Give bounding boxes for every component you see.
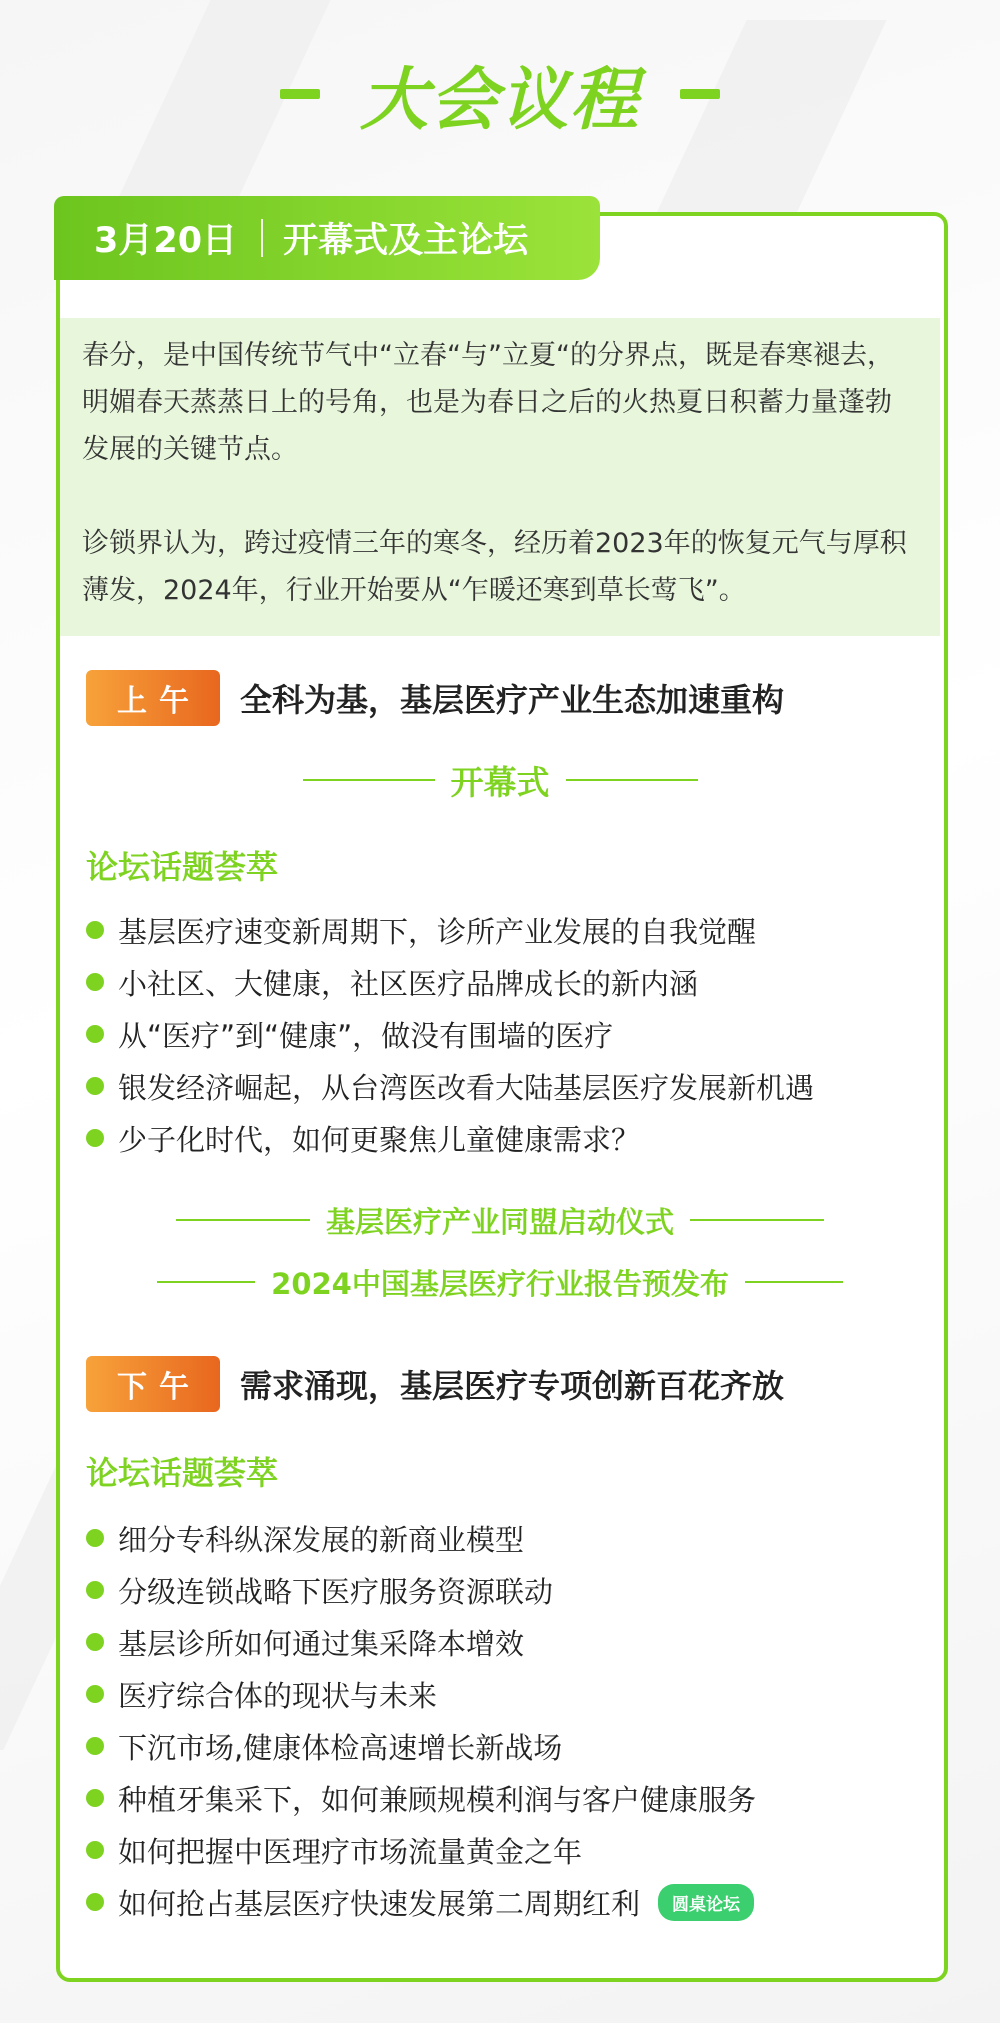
topic-text: 如何抢占基层医疗快速发展第二周期红利: [118, 1886, 641, 1921]
morning-topics-heading: 论坛话题荟萃: [86, 848, 279, 886]
divider-line: [566, 779, 698, 781]
morning-title: 全科为基，基层医疗产业生态加速重构: [240, 681, 785, 719]
divider-line: [745, 1281, 843, 1283]
morning-topic-list: [86, 904, 814, 1164]
bullet-dot: [86, 1633, 104, 1651]
topic-item: [86, 1824, 756, 1876]
topic-text: 银发经济崛起，从台湾医改看大陆基层医疗发展新机遇: [118, 1070, 815, 1105]
bullet-dot: [86, 1129, 104, 1147]
topic-item: [86, 1876, 756, 1928]
bullet-dot: [86, 921, 104, 939]
day-date: 3月20日: [94, 221, 238, 261]
topic-text: 少子化时代，如何更聚焦儿童健康需求？: [118, 1122, 641, 1157]
bullet-dot: [86, 1893, 104, 1911]
topic-text: 基层诊所如何通过集采降本增效: [118, 1626, 525, 1661]
roundtable-tag: 圆桌论坛: [658, 1884, 754, 1921]
topic-text: 下沉市场,健康体检高速增长新战场: [118, 1730, 563, 1765]
topic-text: 种植牙集采下，如何兼顾规模利润与客户健康服务: [118, 1782, 757, 1817]
divider-line: [303, 779, 435, 781]
topic-text: 基层医疗速变新周期下，诊所产业发展的自我觉醒: [118, 914, 757, 949]
opening-ceremony-label: 开幕式: [450, 762, 550, 802]
bullet-dot: [86, 1737, 104, 1755]
afternoon-title: 需求涌现，基层医疗专项创新百花齐放: [240, 1367, 785, 1405]
title-dash-left: [280, 89, 320, 99]
morning-badge: 上午: [86, 670, 220, 726]
topic-item: [86, 904, 814, 956]
title-dash-right: [680, 89, 720, 99]
topic-item: [86, 1112, 814, 1164]
topic-text: 细分专科纵深发展的新商业模型: [118, 1522, 525, 1557]
alliance-launch-event: [60, 1200, 940, 1240]
afternoon-topics-heading: 论坛话题荟萃: [86, 1454, 279, 1492]
alliance-launch-label: 基层医疗产业同盟启动仪式: [325, 1204, 674, 1239]
report-release-label: 2024中国基层医疗行业报告预发布: [271, 1266, 729, 1301]
bullet-dot: [86, 1529, 104, 1547]
bullet-dot: [86, 1077, 104, 1095]
report-release-event: [60, 1262, 940, 1302]
topic-item: [86, 956, 814, 1008]
topic-text: 如何把握中医理疗市场流量黄金之年: [118, 1834, 583, 1869]
topic-text: 从“医疗”到“健康”，做没有围墙的医疗: [118, 1018, 614, 1053]
topic-text: 小社区、大健康，社区医疗品牌成长的新内涵: [118, 966, 699, 1001]
topic-item: [86, 1512, 756, 1564]
afternoon-badge: 下午: [86, 1356, 220, 1412]
opening-ceremony: [60, 758, 940, 802]
bullet-dot: [86, 1841, 104, 1859]
topic-item: [86, 1060, 814, 1112]
bullet-dot: [86, 1581, 104, 1599]
intro-paragraph-1: 春分，是中国传统节气中“立春“与”立夏“的分界点，既是春寒褪去，明媚春天蒸蒸日上的号角，也是为春日之后的火热夏日积蓄力量蓬勃发展的关键节点。: [82, 340, 894, 465]
bullet-dot: [86, 1685, 104, 1703]
afternoon-session-header: [86, 1356, 784, 1412]
topic-item: [86, 1772, 756, 1824]
morning-session-header: [86, 670, 784, 726]
topic-item: [86, 1008, 814, 1060]
topic-text: 医疗综合体的现状与未来: [118, 1678, 438, 1713]
topic-text: 分级连锁战略下医疗服务资源联动: [118, 1574, 554, 1609]
topic-item: [86, 1564, 756, 1616]
divider-line: [157, 1281, 255, 1283]
intro-block: [60, 318, 940, 636]
day-tab: [54, 196, 600, 280]
topic-item: [86, 1668, 756, 1720]
divider-line: [176, 1219, 310, 1221]
topic-item: [86, 1616, 756, 1668]
bullet-dot: [86, 1789, 104, 1807]
afternoon-topic-list: [86, 1512, 756, 1928]
bullet-dot: [86, 1025, 104, 1043]
page-title: [0, 48, 1000, 140]
topic-item: [86, 1720, 756, 1772]
divider-line: [690, 1219, 824, 1221]
intro-paragraph-2: 诊锁界认为，跨过疫情三年的寒冬，经历着2023年的恢复元气与厚积薄发，2024年，行业开始要从“乍暖还寒到草长莺飞”。: [82, 528, 907, 606]
day-title: 开幕式及主论坛: [283, 221, 529, 261]
bullet-dot: [86, 973, 104, 991]
page-title-text: 大会议程: [359, 60, 640, 140]
tab-divider: [261, 219, 263, 257]
